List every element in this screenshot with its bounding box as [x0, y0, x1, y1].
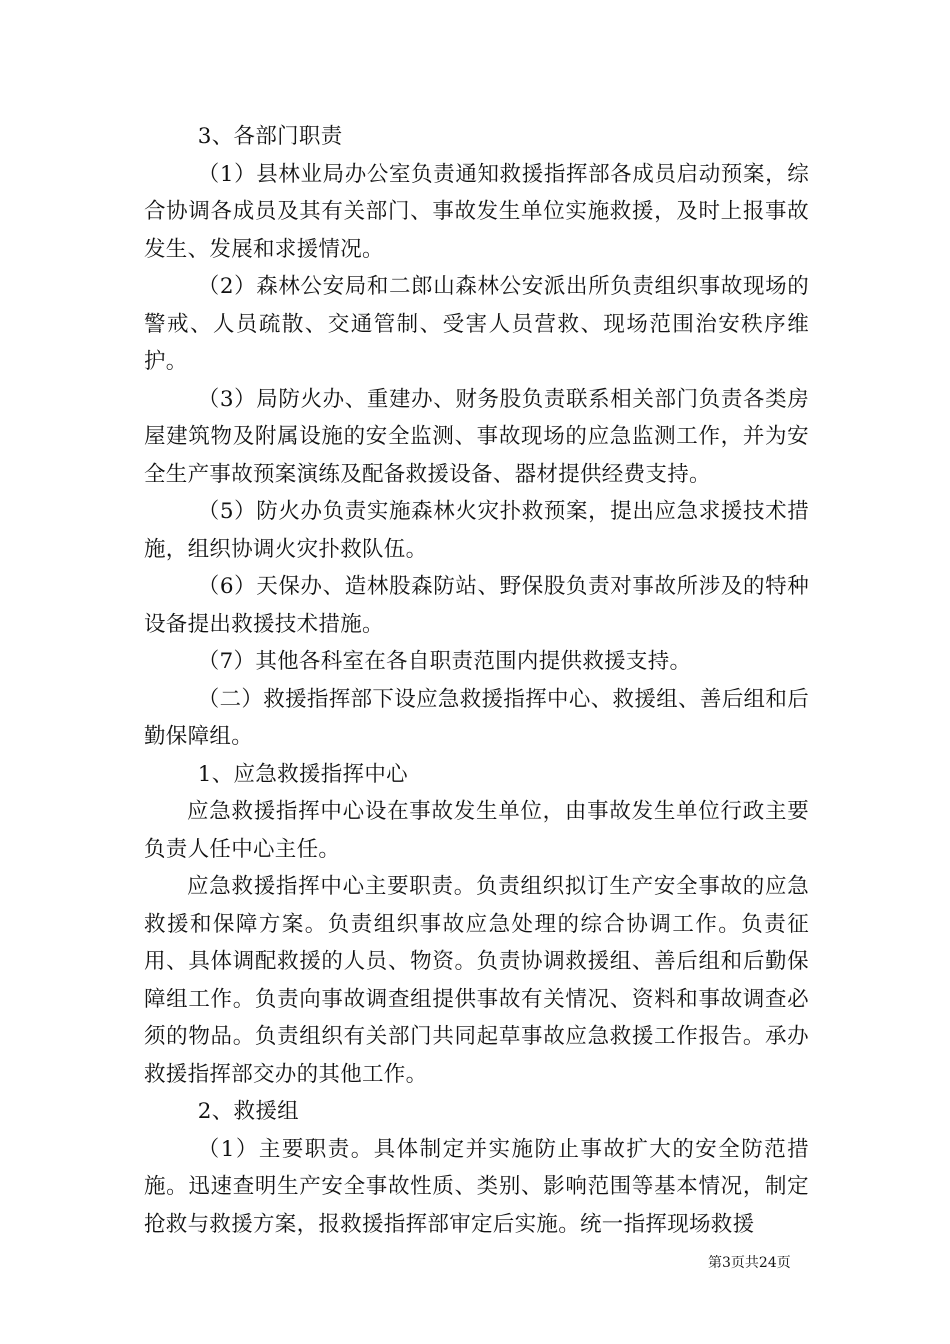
section-heading-rescue-team: 2、救援组	[197, 1099, 299, 1124]
paragraph-fire-office-rebuild-finance-duty: （3）局防火办、重建办、财务股负责联系相关部门负责各类房屋建筑物及附属设施的安全监测、事故现场的应急监测工作，并为安全生产事故预案演练及配备救援设备、器材提供经费支持。	[144, 386, 809, 487]
section-heading-command-center: 1、应急救援指挥中心	[197, 761, 408, 787]
section-heading-dept-duties: 3、各部门职责	[197, 124, 343, 149]
paragraph-other-departments-duty: （7）其他各科室在各自职责范围内提供救援支持。	[197, 649, 692, 674]
page-number-footer	[708, 1254, 791, 1272]
paragraph-rescue-team-duties: （1）主要职责。具体制定并实施防止事故扩大的安全防范措施。迅速查明生产安全事故性质、类别、影响范围等基本情况，制定抢救与救援方案，报救援指挥部审定后实施。统一指挥现场救援	[144, 1136, 809, 1237]
paragraph-tianbao-office-duty: （6）天保办、造林股森防站、野保股负责对事故所涉及的特种设备提出救援技术措施。	[144, 574, 809, 637]
paragraph-command-structure: （二）救援指挥部下设应急救援指挥中心、救援组、善后组和后勤保障组。	[144, 686, 809, 749]
paragraph-fire-office-duty: （5）防火办负责实施森林火灾扑救预案，提出应急求援技术措施，组织协调火灾扑救队伍。	[144, 499, 809, 562]
paragraph-command-center-duties: 应急救援指挥中心主要职责。负责组织拟订生产安全事故的应急救援和保障方案。负责组织事故应急处理的综合协调工作。负责征用、具体调配救援的人员、物资。负责协调救援组、善后组和后勤保障组工作。负责向事故调查组提供事故有关情况、资料和事故调查必须的物品。负责组织有关部门共同起草事故应急救援工作报告。承办救援指挥部交办的其他工作。	[144, 874, 809, 1087]
document-body	[144, 118, 809, 1243]
paragraph-forest-police-duty: （2）森林公安局和二郎山森林公安派出所负责组织事故现场的警戒、人员疏散、交通管制、受害人员营救、现场范围治安秩序维护。	[144, 274, 809, 374]
paragraph-command-center-location: 应急救援指挥中心设在事故发生单位，由事故发生单位行政主要负责人任中心主任。	[144, 799, 809, 862]
page-number-label: 第3页共24页	[708, 1255, 791, 1271]
paragraph-office-duty: （1）县林业局办公室负责通知救援指挥部各成员启动预案，综合协调各成员及其有关部门、事故发生单位实施救援，及时上报事故发生、发展和求援情况。	[144, 161, 809, 262]
